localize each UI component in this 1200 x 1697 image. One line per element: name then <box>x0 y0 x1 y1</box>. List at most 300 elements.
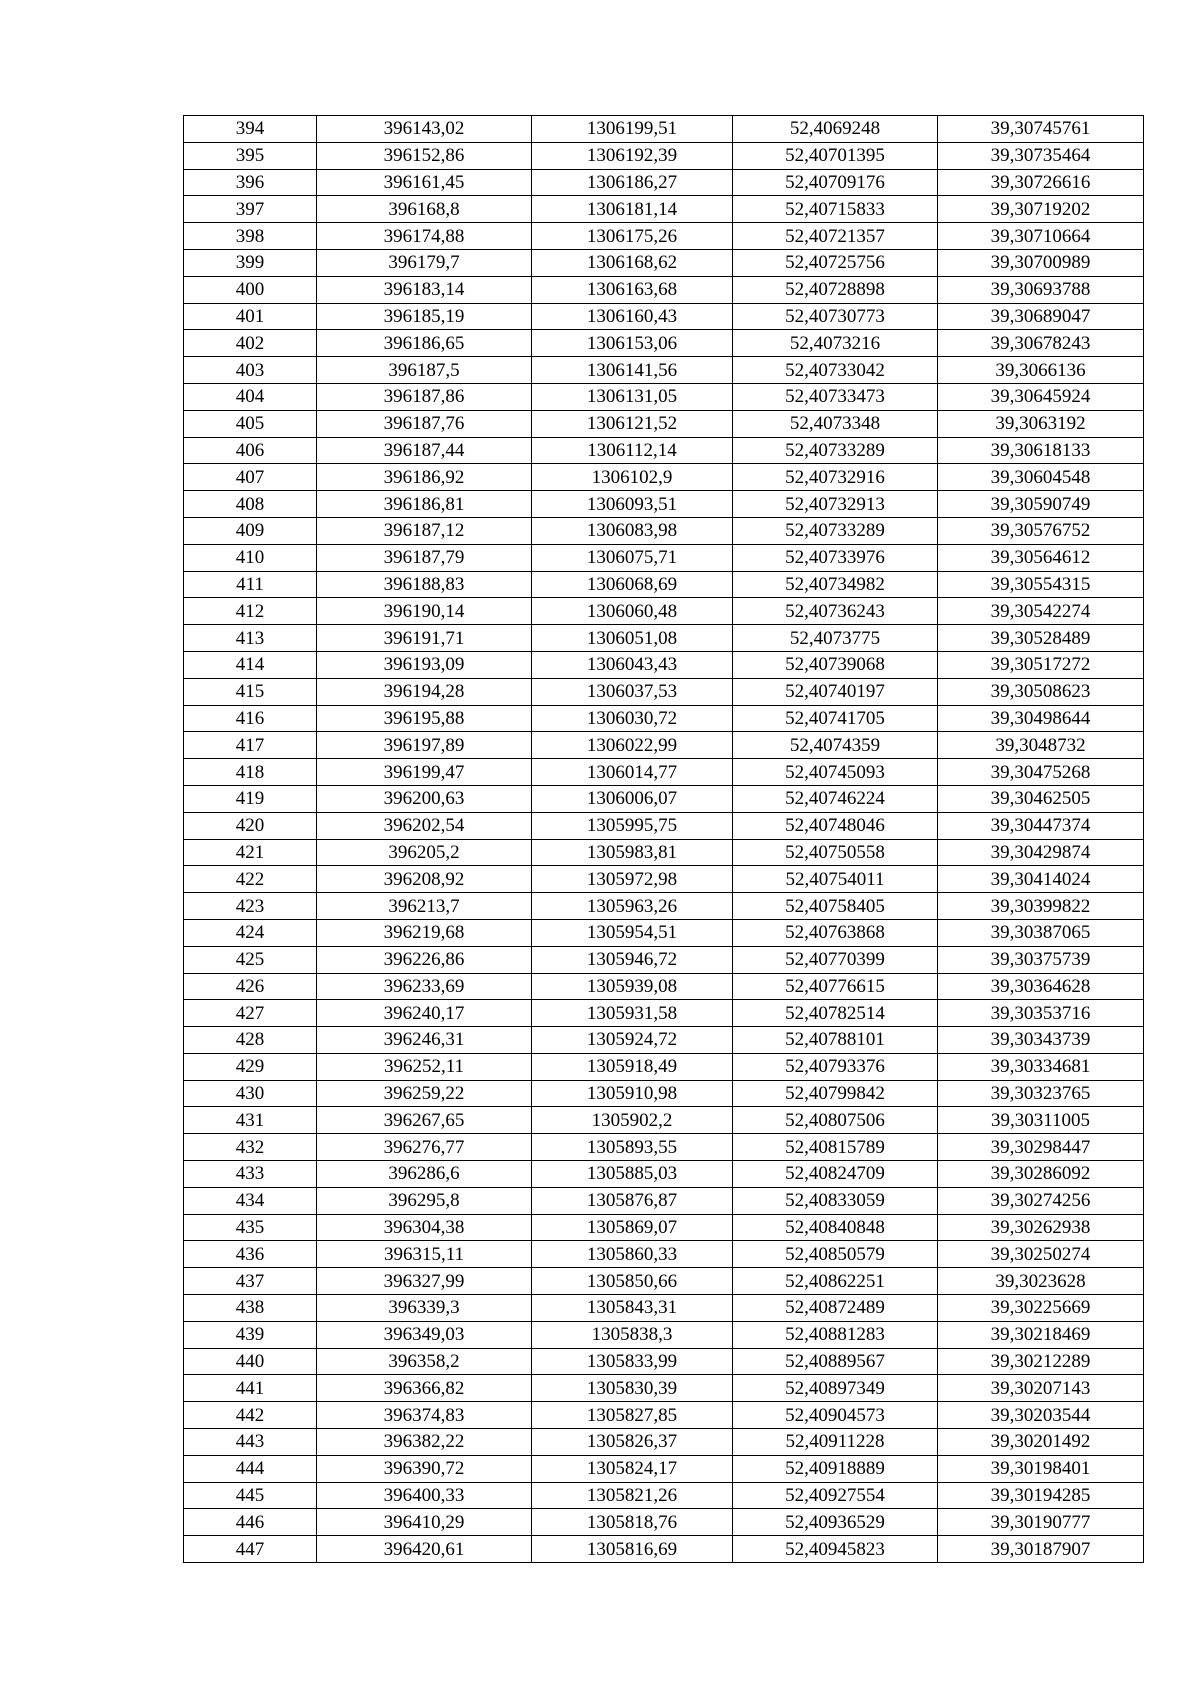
latitude-cell: 52,40918889 <box>733 1455 938 1482</box>
longitude-cell: 39,30604548 <box>938 464 1144 491</box>
longitude-cell: 39,30719202 <box>938 196 1144 223</box>
longitude-cell: 39,30590749 <box>938 491 1144 518</box>
x-coordinate-cell: 396152,86 <box>317 142 532 169</box>
table-row <box>184 1161 1144 1188</box>
table-row <box>184 1000 1144 1027</box>
point-number-cell: 409 <box>184 517 317 544</box>
latitude-cell: 52,40945823 <box>733 1536 938 1563</box>
table-row <box>184 973 1144 1000</box>
x-coordinate-cell: 396420,61 <box>317 1536 532 1563</box>
latitude-cell: 52,40763868 <box>733 919 938 946</box>
table-row <box>184 517 1144 544</box>
x-coordinate-cell: 396390,72 <box>317 1455 532 1482</box>
y-coordinate-cell: 1305816,69 <box>532 1536 733 1563</box>
point-number-cell: 436 <box>184 1241 317 1268</box>
latitude-cell: 52,40745093 <box>733 759 938 786</box>
y-coordinate-cell: 1306163,68 <box>532 276 733 303</box>
point-number-cell: 445 <box>184 1482 317 1509</box>
table-row <box>184 893 1144 920</box>
point-number-cell: 402 <box>184 330 317 357</box>
x-coordinate-cell: 396187,79 <box>317 544 532 571</box>
table-row <box>184 383 1144 410</box>
x-coordinate-cell: 396295,8 <box>317 1187 532 1214</box>
point-number-cell: 411 <box>184 571 317 598</box>
longitude-cell: 39,30323765 <box>938 1080 1144 1107</box>
point-number-cell: 401 <box>184 303 317 330</box>
table-row <box>184 1536 1144 1563</box>
x-coordinate-cell: 396233,69 <box>317 973 532 1000</box>
latitude-cell: 52,4073775 <box>733 625 938 652</box>
table-row <box>184 866 1144 893</box>
latitude-cell: 52,40840848 <box>733 1214 938 1241</box>
y-coordinate-cell: 1306112,14 <box>532 437 733 464</box>
point-number-cell: 396 <box>184 169 317 196</box>
latitude-cell: 52,40748046 <box>733 812 938 839</box>
longitude-cell: 39,30207143 <box>938 1375 1144 1402</box>
table-row <box>184 1295 1144 1322</box>
latitude-cell: 52,40897349 <box>733 1375 938 1402</box>
latitude-cell: 52,40750558 <box>733 839 938 866</box>
longitude-cell: 39,30576752 <box>938 517 1144 544</box>
latitude-cell: 52,40770399 <box>733 946 938 973</box>
x-coordinate-cell: 396187,86 <box>317 383 532 410</box>
y-coordinate-cell: 1306022,99 <box>532 732 733 759</box>
y-coordinate-cell: 1305918,49 <box>532 1053 733 1080</box>
latitude-cell: 52,40709176 <box>733 169 938 196</box>
point-number-cell: 406 <box>184 437 317 464</box>
latitude-cell: 52,40754011 <box>733 866 938 893</box>
longitude-cell: 39,30735464 <box>938 142 1144 169</box>
y-coordinate-cell: 1305910,98 <box>532 1080 733 1107</box>
y-coordinate-cell: 1305838,3 <box>532 1321 733 1348</box>
y-coordinate-cell: 1306175,26 <box>532 223 733 250</box>
table-row <box>184 116 1144 143</box>
y-coordinate-cell: 1306014,77 <box>532 759 733 786</box>
table-row <box>184 544 1144 571</box>
longitude-cell: 39,30564612 <box>938 544 1144 571</box>
longitude-cell: 39,30517272 <box>938 651 1144 678</box>
table-row <box>184 1402 1144 1429</box>
longitude-cell: 39,30262938 <box>938 1214 1144 1241</box>
latitude-cell: 52,40721357 <box>733 223 938 250</box>
x-coordinate-cell: 396213,7 <box>317 893 532 920</box>
x-coordinate-cell: 396202,54 <box>317 812 532 839</box>
latitude-cell: 52,40733042 <box>733 357 938 384</box>
longitude-cell: 39,30387065 <box>938 919 1144 946</box>
y-coordinate-cell: 1305972,98 <box>532 866 733 893</box>
point-number-cell: 414 <box>184 651 317 678</box>
y-coordinate-cell: 1305946,72 <box>532 946 733 973</box>
point-number-cell: 415 <box>184 678 317 705</box>
longitude-cell: 39,30274256 <box>938 1187 1144 1214</box>
latitude-cell: 52,4069248 <box>733 116 938 143</box>
table-row <box>184 759 1144 786</box>
table-row <box>184 169 1144 196</box>
coordinates-table-body <box>184 116 1144 1563</box>
latitude-cell: 52,40799842 <box>733 1080 938 1107</box>
table-row <box>184 1348 1144 1375</box>
x-coordinate-cell: 396246,31 <box>317 1027 532 1054</box>
latitude-cell: 52,40889567 <box>733 1348 938 1375</box>
y-coordinate-cell: 1306141,56 <box>532 357 733 384</box>
y-coordinate-cell: 1305826,37 <box>532 1429 733 1456</box>
point-number-cell: 398 <box>184 223 317 250</box>
latitude-cell: 52,4073216 <box>733 330 938 357</box>
latitude-cell: 52,40728898 <box>733 276 938 303</box>
x-coordinate-cell: 396205,2 <box>317 839 532 866</box>
point-number-cell: 429 <box>184 1053 317 1080</box>
point-number-cell: 413 <box>184 625 317 652</box>
y-coordinate-cell: 1306160,43 <box>532 303 733 330</box>
y-coordinate-cell: 1305885,03 <box>532 1161 733 1188</box>
longitude-cell: 39,30250274 <box>938 1241 1144 1268</box>
point-number-cell: 421 <box>184 839 317 866</box>
table-row <box>184 946 1144 973</box>
table-row <box>184 1268 1144 1295</box>
table-row <box>184 437 1144 464</box>
point-number-cell: 412 <box>184 598 317 625</box>
latitude-cell: 52,40740197 <box>733 678 938 705</box>
latitude-cell: 52,40733473 <box>733 383 938 410</box>
latitude-cell: 52,40732913 <box>733 491 938 518</box>
longitude-cell: 39,30375739 <box>938 946 1144 973</box>
latitude-cell: 52,40807506 <box>733 1107 938 1134</box>
table-row <box>184 1241 1144 1268</box>
longitude-cell: 39,30203544 <box>938 1402 1144 1429</box>
longitude-cell: 39,30212289 <box>938 1348 1144 1375</box>
table-row <box>184 196 1144 223</box>
y-coordinate-cell: 1305876,87 <box>532 1187 733 1214</box>
x-coordinate-cell: 396186,92 <box>317 464 532 491</box>
table-row <box>184 1375 1144 1402</box>
point-number-cell: 403 <box>184 357 317 384</box>
y-coordinate-cell: 1305821,26 <box>532 1482 733 1509</box>
table-row <box>184 410 1144 437</box>
x-coordinate-cell: 396366,82 <box>317 1375 532 1402</box>
latitude-cell: 52,40936529 <box>733 1509 938 1536</box>
longitude-cell: 39,30678243 <box>938 330 1144 357</box>
longitude-cell: 39,30353716 <box>938 1000 1144 1027</box>
x-coordinate-cell: 396195,88 <box>317 705 532 732</box>
table-row <box>184 1429 1144 1456</box>
table-row <box>184 678 1144 705</box>
point-number-cell: 440 <box>184 1348 317 1375</box>
point-number-cell: 417 <box>184 732 317 759</box>
x-coordinate-cell: 396197,89 <box>317 732 532 759</box>
x-coordinate-cell: 396183,14 <box>317 276 532 303</box>
table-row <box>184 491 1144 518</box>
table-row <box>184 1455 1144 1482</box>
point-number-cell: 410 <box>184 544 317 571</box>
latitude-cell: 52,40788101 <box>733 1027 938 1054</box>
x-coordinate-cell: 396187,5 <box>317 357 532 384</box>
table-row <box>184 330 1144 357</box>
longitude-cell: 39,30618133 <box>938 437 1144 464</box>
longitude-cell: 39,30225669 <box>938 1295 1144 1322</box>
longitude-cell: 39,30414024 <box>938 866 1144 893</box>
longitude-cell: 39,30498644 <box>938 705 1144 732</box>
x-coordinate-cell: 396187,76 <box>317 410 532 437</box>
longitude-cell: 39,3066136 <box>938 357 1144 384</box>
latitude-cell: 52,40733976 <box>733 544 938 571</box>
x-coordinate-cell: 396174,88 <box>317 223 532 250</box>
longitude-cell: 39,30429874 <box>938 839 1144 866</box>
y-coordinate-cell: 1306006,07 <box>532 785 733 812</box>
y-coordinate-cell: 1306181,14 <box>532 196 733 223</box>
point-number-cell: 397 <box>184 196 317 223</box>
longitude-cell: 39,3063192 <box>938 410 1144 437</box>
y-coordinate-cell: 1306102,9 <box>532 464 733 491</box>
latitude-cell: 52,4074359 <box>733 732 938 759</box>
point-number-cell: 399 <box>184 249 317 276</box>
longitude-cell: 39,30286092 <box>938 1161 1144 1188</box>
latitude-cell: 52,40904573 <box>733 1402 938 1429</box>
x-coordinate-cell: 396208,92 <box>317 866 532 893</box>
x-coordinate-cell: 396187,44 <box>317 437 532 464</box>
point-number-cell: 419 <box>184 785 317 812</box>
latitude-cell: 52,40782514 <box>733 1000 938 1027</box>
longitude-cell: 39,30198401 <box>938 1455 1144 1482</box>
longitude-cell: 39,30689047 <box>938 303 1144 330</box>
latitude-cell: 52,40862251 <box>733 1268 938 1295</box>
x-coordinate-cell: 396190,14 <box>317 598 532 625</box>
y-coordinate-cell: 1305939,08 <box>532 973 733 1000</box>
latitude-cell: 52,40734982 <box>733 571 938 598</box>
y-coordinate-cell: 1305824,17 <box>532 1455 733 1482</box>
table-row <box>184 1321 1144 1348</box>
table-row <box>184 223 1144 250</box>
longitude-cell: 39,30700989 <box>938 249 1144 276</box>
latitude-cell: 52,40793376 <box>733 1053 938 1080</box>
table-row <box>184 303 1144 330</box>
longitude-cell: 39,30364628 <box>938 973 1144 1000</box>
y-coordinate-cell: 1306153,06 <box>532 330 733 357</box>
y-coordinate-cell: 1306068,69 <box>532 571 733 598</box>
x-coordinate-cell: 396349,03 <box>317 1321 532 1348</box>
latitude-cell: 52,40850579 <box>733 1241 938 1268</box>
longitude-cell: 39,30194285 <box>938 1482 1144 1509</box>
longitude-cell: 39,30693788 <box>938 276 1144 303</box>
y-coordinate-cell: 1306060,48 <box>532 598 733 625</box>
point-number-cell: 442 <box>184 1402 317 1429</box>
y-coordinate-cell: 1306093,51 <box>532 491 733 518</box>
latitude-cell: 52,40824709 <box>733 1161 938 1188</box>
x-coordinate-cell: 396252,11 <box>317 1053 532 1080</box>
x-coordinate-cell: 396286,6 <box>317 1161 532 1188</box>
table-row <box>184 1053 1144 1080</box>
y-coordinate-cell: 1305860,33 <box>532 1241 733 1268</box>
point-number-cell: 443 <box>184 1429 317 1456</box>
y-coordinate-cell: 1305924,72 <box>532 1027 733 1054</box>
point-number-cell: 425 <box>184 946 317 973</box>
point-number-cell: 428 <box>184 1027 317 1054</box>
point-number-cell: 447 <box>184 1536 317 1563</box>
latitude-cell: 52,40911228 <box>733 1429 938 1456</box>
x-coordinate-cell: 396186,81 <box>317 491 532 518</box>
x-coordinate-cell: 396400,33 <box>317 1482 532 1509</box>
latitude-cell: 52,40730773 <box>733 303 938 330</box>
y-coordinate-cell: 1306192,39 <box>532 142 733 169</box>
x-coordinate-cell: 396358,2 <box>317 1348 532 1375</box>
latitude-cell: 52,40872489 <box>733 1295 938 1322</box>
table-row <box>184 1107 1144 1134</box>
y-coordinate-cell: 1305995,75 <box>532 812 733 839</box>
x-coordinate-cell: 396382,22 <box>317 1429 532 1456</box>
table-row <box>184 785 1144 812</box>
table-row <box>184 1509 1144 1536</box>
table-row <box>184 1187 1144 1214</box>
x-coordinate-cell: 396194,28 <box>317 678 532 705</box>
y-coordinate-cell: 1305893,55 <box>532 1134 733 1161</box>
y-coordinate-cell: 1305983,81 <box>532 839 733 866</box>
latitude-cell: 52,40736243 <box>733 598 938 625</box>
point-number-cell: 430 <box>184 1080 317 1107</box>
x-coordinate-cell: 396259,22 <box>317 1080 532 1107</box>
x-coordinate-cell: 396304,38 <box>317 1214 532 1241</box>
table-row <box>184 276 1144 303</box>
point-number-cell: 404 <box>184 383 317 410</box>
x-coordinate-cell: 396327,99 <box>317 1268 532 1295</box>
latitude-cell: 52,40741705 <box>733 705 938 732</box>
x-coordinate-cell: 396143,02 <box>317 116 532 143</box>
x-coordinate-cell: 396200,63 <box>317 785 532 812</box>
longitude-cell: 39,30187907 <box>938 1536 1144 1563</box>
point-number-cell: 435 <box>184 1214 317 1241</box>
latitude-cell: 52,40733289 <box>733 517 938 544</box>
latitude-cell: 52,40927554 <box>733 1482 938 1509</box>
longitude-cell: 39,30508623 <box>938 678 1144 705</box>
y-coordinate-cell: 1306043,43 <box>532 651 733 678</box>
longitude-cell: 39,30745761 <box>938 116 1144 143</box>
y-coordinate-cell: 1305830,39 <box>532 1375 733 1402</box>
x-coordinate-cell: 396339,3 <box>317 1295 532 1322</box>
point-number-cell: 434 <box>184 1187 317 1214</box>
longitude-cell: 39,30726616 <box>938 169 1144 196</box>
x-coordinate-cell: 396219,68 <box>317 919 532 946</box>
table-row <box>184 1214 1144 1241</box>
table-row <box>184 1134 1144 1161</box>
longitude-cell: 39,30447374 <box>938 812 1144 839</box>
point-number-cell: 422 <box>184 866 317 893</box>
coordinates-table <box>183 115 1144 1563</box>
point-number-cell: 439 <box>184 1321 317 1348</box>
longitude-cell: 39,30462505 <box>938 785 1144 812</box>
y-coordinate-cell: 1305963,26 <box>532 893 733 920</box>
y-coordinate-cell: 1306131,05 <box>532 383 733 410</box>
longitude-cell: 39,30201492 <box>938 1429 1144 1456</box>
y-coordinate-cell: 1306186,27 <box>532 169 733 196</box>
x-coordinate-cell: 396199,47 <box>317 759 532 786</box>
y-coordinate-cell: 1305931,58 <box>532 1000 733 1027</box>
point-number-cell: 405 <box>184 410 317 437</box>
latitude-cell: 52,4073348 <box>733 410 938 437</box>
x-coordinate-cell: 396187,12 <box>317 517 532 544</box>
x-coordinate-cell: 396315,11 <box>317 1241 532 1268</box>
x-coordinate-cell: 396276,77 <box>317 1134 532 1161</box>
point-number-cell: 446 <box>184 1509 317 1536</box>
table-row <box>184 598 1144 625</box>
longitude-cell: 39,30218469 <box>938 1321 1144 1348</box>
table-row <box>184 464 1144 491</box>
longitude-cell: 39,30190777 <box>938 1509 1144 1536</box>
point-number-cell: 407 <box>184 464 317 491</box>
point-number-cell: 416 <box>184 705 317 732</box>
point-number-cell: 437 <box>184 1268 317 1295</box>
point-number-cell: 424 <box>184 919 317 946</box>
longitude-cell: 39,30710664 <box>938 223 1144 250</box>
table-row <box>184 651 1144 678</box>
point-number-cell: 433 <box>184 1161 317 1188</box>
longitude-cell: 39,30645924 <box>938 383 1144 410</box>
longitude-cell: 39,30311005 <box>938 1107 1144 1134</box>
table-row <box>184 357 1144 384</box>
latitude-cell: 52,40833059 <box>733 1187 938 1214</box>
x-coordinate-cell: 396191,71 <box>317 625 532 652</box>
point-number-cell: 441 <box>184 1375 317 1402</box>
y-coordinate-cell: 1305902,2 <box>532 1107 733 1134</box>
point-number-cell: 432 <box>184 1134 317 1161</box>
table-row <box>184 812 1144 839</box>
point-number-cell: 408 <box>184 491 317 518</box>
y-coordinate-cell: 1306051,08 <box>532 625 733 652</box>
table-row <box>184 571 1144 598</box>
y-coordinate-cell: 1306121,52 <box>532 410 733 437</box>
x-coordinate-cell: 396185,19 <box>317 303 532 330</box>
x-coordinate-cell: 396267,65 <box>317 1107 532 1134</box>
point-number-cell: 420 <box>184 812 317 839</box>
y-coordinate-cell: 1306168,62 <box>532 249 733 276</box>
point-number-cell: 431 <box>184 1107 317 1134</box>
longitude-cell: 39,30554315 <box>938 571 1144 598</box>
longitude-cell: 39,3048732 <box>938 732 1144 759</box>
point-number-cell: 423 <box>184 893 317 920</box>
latitude-cell: 52,40715833 <box>733 196 938 223</box>
y-coordinate-cell: 1305818,76 <box>532 1509 733 1536</box>
y-coordinate-cell: 1305869,07 <box>532 1214 733 1241</box>
y-coordinate-cell: 1305827,85 <box>532 1402 733 1429</box>
table-row <box>184 839 1144 866</box>
latitude-cell: 52,40732916 <box>733 464 938 491</box>
y-coordinate-cell: 1306199,51 <box>532 116 733 143</box>
longitude-cell: 39,3023628 <box>938 1268 1144 1295</box>
y-coordinate-cell: 1305833,99 <box>532 1348 733 1375</box>
point-number-cell: 438 <box>184 1295 317 1322</box>
latitude-cell: 52,40815789 <box>733 1134 938 1161</box>
table-row <box>184 142 1144 169</box>
y-coordinate-cell: 1306075,71 <box>532 544 733 571</box>
longitude-cell: 39,30475268 <box>938 759 1144 786</box>
table-row <box>184 625 1144 652</box>
x-coordinate-cell: 396226,86 <box>317 946 532 973</box>
latitude-cell: 52,40725756 <box>733 249 938 276</box>
table-row <box>184 732 1144 759</box>
y-coordinate-cell: 1306030,72 <box>532 705 733 732</box>
longitude-cell: 39,30528489 <box>938 625 1144 652</box>
y-coordinate-cell: 1305843,31 <box>532 1295 733 1322</box>
table-row <box>184 249 1144 276</box>
latitude-cell: 52,40733289 <box>733 437 938 464</box>
latitude-cell: 52,40746224 <box>733 785 938 812</box>
table-row <box>184 919 1144 946</box>
x-coordinate-cell: 396168,8 <box>317 196 532 223</box>
y-coordinate-cell: 1306037,53 <box>532 678 733 705</box>
x-coordinate-cell: 396161,45 <box>317 169 532 196</box>
latitude-cell: 52,40881283 <box>733 1321 938 1348</box>
table-row <box>184 1027 1144 1054</box>
longitude-cell: 39,30334681 <box>938 1053 1144 1080</box>
x-coordinate-cell: 396186,65 <box>317 330 532 357</box>
x-coordinate-cell: 396374,83 <box>317 1402 532 1429</box>
